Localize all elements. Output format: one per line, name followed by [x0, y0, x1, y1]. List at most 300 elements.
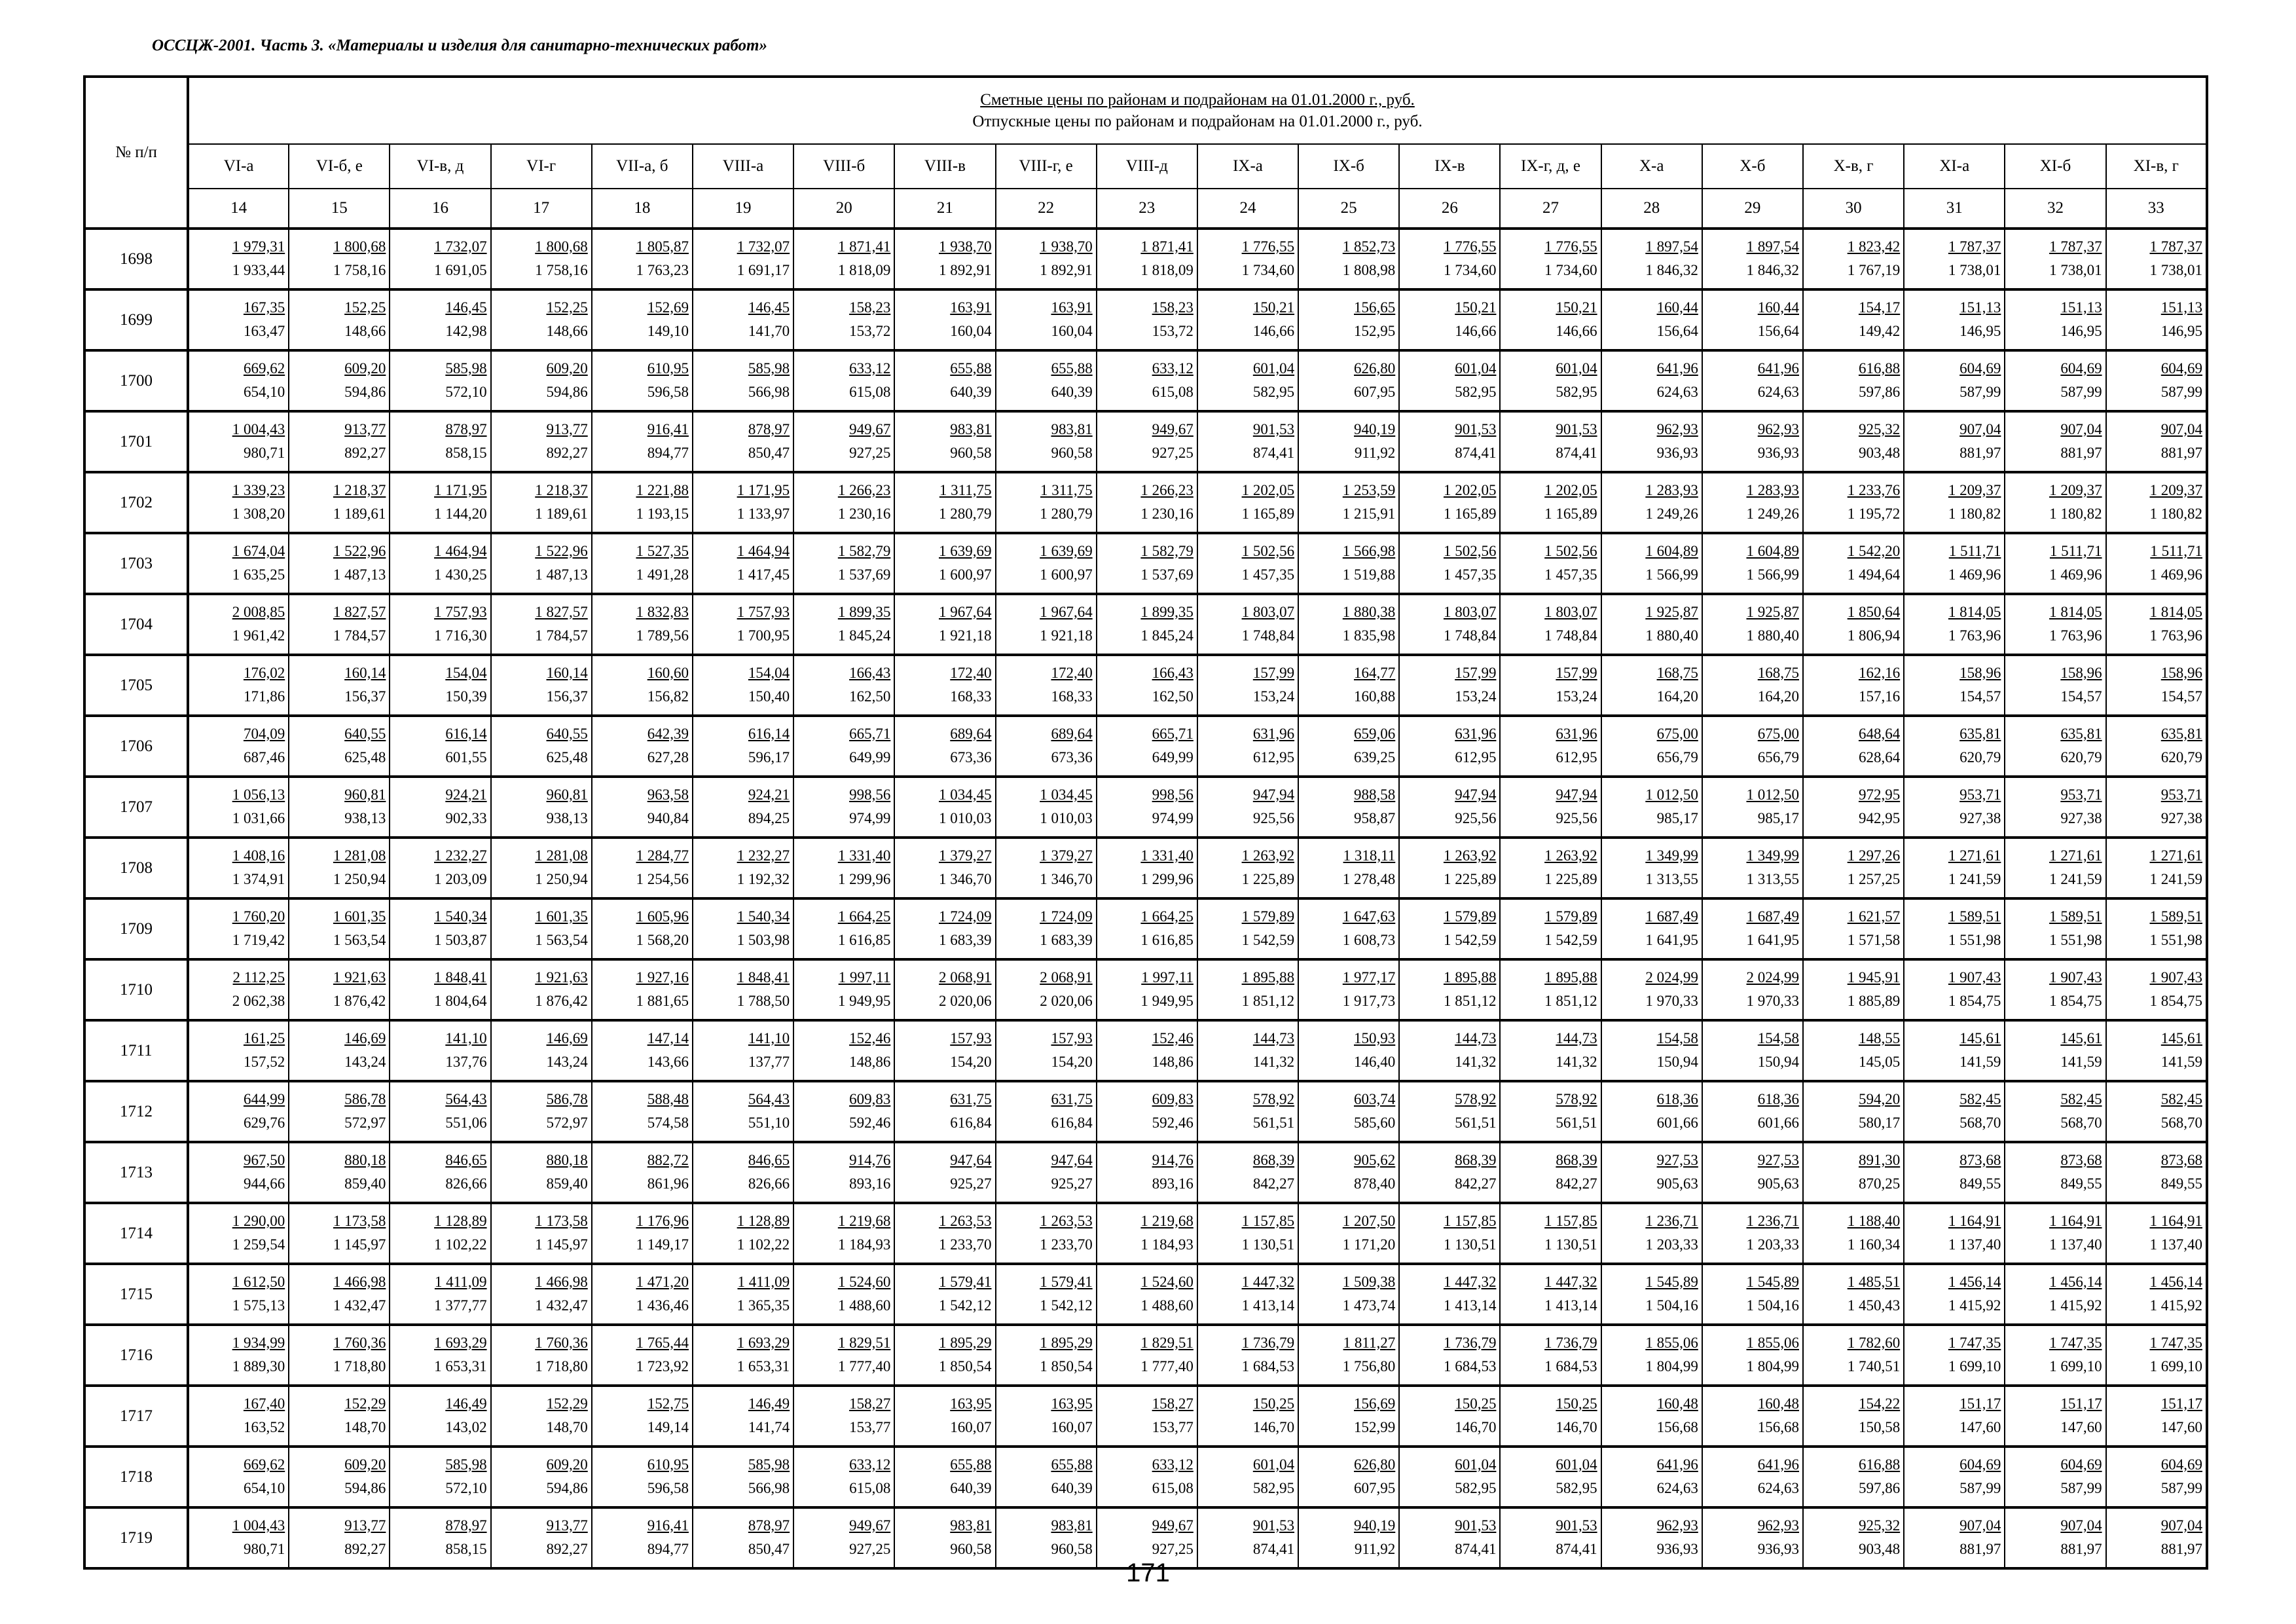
- estimate-price: 953,71: [2160, 786, 2202, 803]
- price-cell: [491, 898, 592, 959]
- table-row: [84, 655, 2207, 716]
- column-index-row: [84, 189, 2207, 229]
- table-row: [84, 1264, 2207, 1325]
- wholesale-price: 149,14: [647, 1418, 689, 1435]
- estimate-price: 152,29: [546, 1395, 588, 1412]
- price-cell: [1904, 289, 2005, 350]
- estimate-price: 1 236,71: [1746, 1212, 1799, 1229]
- price-cell: [491, 411, 592, 472]
- estimate-price: 167,40: [243, 1395, 285, 1412]
- wholesale-price: 1 699,10: [1948, 1357, 2001, 1375]
- wholesale-price: 1 845,24: [1140, 627, 1194, 644]
- wholesale-price: 587,99: [2060, 383, 2102, 400]
- wholesale-price: 1 784,57: [535, 627, 588, 644]
- wholesale-price: 156,68: [1757, 1418, 1799, 1435]
- estimate-price: 648,64: [1858, 725, 1901, 742]
- estimate-price: 907,04: [2160, 1517, 2202, 1534]
- estimate-price: 1 612,50: [232, 1273, 285, 1290]
- price-cell: [1803, 1447, 1904, 1507]
- estimate-price: 585,98: [748, 360, 790, 377]
- estimate-price: 631,75: [950, 1090, 992, 1107]
- wholesale-price: 1 171,20: [1342, 1236, 1396, 1253]
- estimate-price: 846,65: [748, 1151, 790, 1168]
- wholesale-price: 141,74: [748, 1418, 790, 1435]
- wholesale-price: 892,27: [546, 444, 588, 461]
- estimate-price: 150,25: [1556, 1395, 1597, 1412]
- estimate-price: 1 311,75: [1040, 481, 1093, 498]
- wholesale-price: 654,10: [243, 1479, 285, 1496]
- price-cell: [2106, 472, 2207, 533]
- wholesale-price: 1 551,98: [2149, 931, 2202, 948]
- price-cell: [2005, 1325, 2105, 1386]
- estimate-price: 631,96: [1556, 725, 1597, 742]
- price-cell: [1298, 777, 1399, 838]
- estimate-price: 1 832,83: [636, 603, 689, 620]
- price-cell: [2106, 411, 2207, 472]
- row-number: 1699: [84, 289, 188, 350]
- estimate-price: 1 297,26: [1847, 847, 1901, 864]
- price-cell: [1399, 1264, 1500, 1325]
- wholesale-price: 1 519,88: [1342, 566, 1396, 583]
- estimate-price: 610,95: [647, 360, 689, 377]
- wholesale-price: 842,27: [1556, 1175, 1597, 1192]
- estimate-price: 144,73: [1455, 1029, 1497, 1046]
- estimate-price: 1 456,14: [2049, 1273, 2102, 1290]
- column-index: 15: [289, 189, 390, 229]
- estimate-price: 1 747,35: [2049, 1334, 2102, 1351]
- price-cell: [894, 655, 995, 716]
- row-number: 1718: [84, 1447, 188, 1507]
- wholesale-price: 582,95: [1455, 383, 1497, 400]
- estimate-price: 594,20: [1858, 1090, 1901, 1107]
- price-cell: [1500, 229, 1601, 289]
- price-cell: [1097, 1386, 1197, 1447]
- estimate-price: 1 787,37: [2149, 238, 2202, 255]
- wholesale-price: 594,86: [344, 1479, 386, 1496]
- wholesale-price: 168,33: [950, 688, 992, 705]
- price-cell: [1702, 1020, 1803, 1081]
- price-cell: [592, 1386, 693, 1447]
- price-cell: [1803, 1325, 1904, 1386]
- table-row: [84, 289, 2207, 350]
- estimate-price: 2 068,91: [939, 969, 992, 986]
- estimate-price: 609,83: [1152, 1090, 1194, 1107]
- estimate-price: 1 524,60: [837, 1273, 891, 1290]
- wholesale-price: 985,17: [1757, 809, 1799, 826]
- price-cell: [1298, 1020, 1399, 1081]
- estimate-price: 1 589,51: [1948, 908, 2001, 925]
- wholesale-price: 141,59: [2160, 1053, 2202, 1070]
- table-title-row: [84, 77, 2207, 144]
- estimate-price: 1 664,25: [1140, 908, 1194, 925]
- wholesale-price: 1 851,12: [1241, 992, 1295, 1009]
- wholesale-price: 612,95: [1455, 748, 1497, 766]
- price-cell: [188, 838, 289, 898]
- estimate-price: 868,39: [1455, 1151, 1497, 1168]
- price-cell: [793, 716, 894, 777]
- estimate-price: 1 803,07: [1443, 603, 1497, 620]
- wholesale-price: 1 180,82: [2149, 505, 2202, 522]
- price-cell: [894, 1264, 995, 1325]
- row-number: 1702: [84, 472, 188, 533]
- price-cell: [793, 898, 894, 959]
- estimate-price: 1 233,76: [1847, 481, 1901, 498]
- estimate-price: 172,40: [950, 664, 992, 681]
- wholesale-price: 1 504,16: [1645, 1297, 1698, 1314]
- wholesale-price: 148,66: [546, 322, 588, 339]
- wholesale-price: 1 413,14: [1544, 1297, 1597, 1314]
- price-cell: [289, 411, 390, 472]
- price-cell: [1298, 655, 1399, 716]
- table-row: [84, 594, 2207, 655]
- price-cell: [996, 1020, 1097, 1081]
- price-cell: [1500, 655, 1601, 716]
- column-index: 19: [693, 189, 793, 229]
- wholesale-price: 1 571,58: [1847, 931, 1901, 948]
- estimate-price: 1 271,61: [1948, 847, 2001, 864]
- estimate-price: 1 176,96: [636, 1212, 689, 1229]
- estimate-price: 949,67: [1152, 420, 1194, 437]
- price-cell: [390, 472, 490, 533]
- wholesale-price: 927,38: [2060, 809, 2102, 826]
- region-header: VIII-д: [1097, 144, 1197, 189]
- wholesale-price: 1 763,96: [2149, 627, 2202, 644]
- wholesale-price: 1 241,59: [2049, 870, 2102, 887]
- estimate-price: 146,49: [748, 1395, 790, 1412]
- wholesale-price: 143,02: [445, 1418, 487, 1435]
- price-cell: [1298, 411, 1399, 472]
- estimate-price: 1 747,35: [2149, 1334, 2202, 1351]
- price-cell: [1702, 655, 1803, 716]
- price-cell: [188, 350, 289, 411]
- estimate-price: 1 579,41: [939, 1273, 992, 1290]
- estimate-price: 641,96: [1656, 1456, 1698, 1473]
- wholesale-price: 861,96: [647, 1175, 689, 1192]
- wholesale-price: 849,55: [1959, 1175, 2001, 1192]
- wholesale-price: 574,58: [647, 1114, 689, 1131]
- price-cell: [390, 1142, 490, 1203]
- price-cell: [491, 594, 592, 655]
- wholesale-price: 1 215,91: [1342, 505, 1396, 522]
- wholesale-price: 615,08: [849, 383, 891, 400]
- price-cell: [2005, 1386, 2105, 1447]
- estimate-price: 1 724,09: [1040, 908, 1093, 925]
- price-cell: [1298, 1325, 1399, 1386]
- estimate-price: 1 604,89: [1645, 542, 1698, 559]
- estimate-price: 154,58: [1656, 1029, 1698, 1046]
- region-header: VIII-а: [693, 144, 793, 189]
- wholesale-price: 580,17: [1858, 1114, 1901, 1131]
- wholesale-price: 1 719,42: [232, 931, 285, 948]
- estimate-price: 618,36: [1656, 1090, 1698, 1107]
- wholesale-price: 1 777,40: [1140, 1357, 1194, 1375]
- estimate-price: 1 283,93: [1746, 481, 1799, 498]
- estimate-price: 1 263,92: [1544, 847, 1597, 864]
- price-cell: [1500, 411, 1601, 472]
- estimate-price: 601,04: [1252, 360, 1295, 377]
- wholesale-price: 1 184,93: [837, 1236, 891, 1253]
- price-cell: [188, 1264, 289, 1325]
- estimate-price: 960,81: [546, 786, 588, 803]
- price-cell: [2005, 1142, 2105, 1203]
- estimate-price: 157,99: [1252, 664, 1295, 681]
- price-cell: [996, 1203, 1097, 1264]
- price-cell: [491, 655, 592, 716]
- wholesale-price: 1 738,01: [1948, 261, 2001, 278]
- estimate-price: 1 466,98: [333, 1273, 386, 1290]
- estimate-price: 655,88: [1051, 1456, 1093, 1473]
- wholesale-price: 1 491,28: [636, 566, 689, 583]
- estimate-price: 1 977,17: [1342, 969, 1396, 986]
- wholesale-price: 1 503,98: [737, 931, 790, 948]
- wholesale-price: 826,66: [445, 1175, 487, 1192]
- price-cell: [592, 716, 693, 777]
- wholesale-price: 925,27: [950, 1175, 992, 1192]
- price-cell: [390, 1081, 490, 1142]
- estimate-price: 609,20: [344, 360, 386, 377]
- price-cell: [188, 594, 289, 655]
- estimate-price: 1 601,35: [535, 908, 588, 925]
- price-cell: [289, 350, 390, 411]
- price-cell: [693, 1447, 793, 1507]
- price-cell: [996, 594, 1097, 655]
- column-index: 14: [188, 189, 289, 229]
- price-cell: [592, 777, 693, 838]
- wholesale-price: 160,07: [1051, 1418, 1093, 1435]
- estimate-price: 1 787,37: [1948, 238, 2001, 255]
- estimate-price: 151,17: [2060, 1395, 2102, 1412]
- table-row: [84, 959, 2207, 1020]
- row-number: 1716: [84, 1325, 188, 1386]
- wholesale-price: 1 450,43: [1847, 1297, 1901, 1314]
- estimate-price: 1 511,71: [1948, 542, 2001, 559]
- price-cell: [1904, 777, 2005, 838]
- wholesale-price: 842,27: [1455, 1175, 1497, 1192]
- price-cell: [188, 1386, 289, 1447]
- estimate-price: 1 814,05: [2149, 603, 2202, 620]
- price-cell: [894, 289, 995, 350]
- wholesale-price: 582,95: [1556, 1479, 1597, 1496]
- estimate-price: 983,81: [950, 420, 992, 437]
- wholesale-price: 156,82: [647, 688, 689, 705]
- price-cell: [1097, 777, 1197, 838]
- row-number: 1698: [84, 229, 188, 289]
- region-header: IX-г, д, е: [1500, 144, 1601, 189]
- wholesale-price: 892,27: [546, 1540, 588, 1557]
- price-cell: [2106, 594, 2207, 655]
- wholesale-price: 1 377,77: [434, 1297, 487, 1314]
- estimate-price: 585,98: [445, 1456, 487, 1473]
- estimate-price: 1 232,27: [737, 847, 790, 864]
- estimate-price: 1 266,23: [1140, 481, 1194, 498]
- wholesale-price: 1 313,55: [1746, 870, 1799, 887]
- price-cell: [1904, 1264, 2005, 1325]
- wholesale-price: 1 203,33: [1645, 1236, 1698, 1253]
- price-cell: [390, 229, 490, 289]
- price-cell: [592, 594, 693, 655]
- wholesale-price: 1 137,40: [2149, 1236, 2202, 1253]
- wholesale-price: 587,99: [2160, 1479, 2202, 1496]
- wholesale-price: 1 415,92: [2149, 1297, 2202, 1314]
- estimate-price: 154,58: [1757, 1029, 1799, 1046]
- wholesale-price: 146,40: [1354, 1053, 1396, 1070]
- wholesale-price: 927,25: [1152, 444, 1194, 461]
- estimate-price: 655,88: [950, 360, 992, 377]
- estimate-price: 1 760,36: [333, 1334, 386, 1351]
- estimate-price: 641,96: [1757, 1456, 1799, 1473]
- estimate-price: 588,48: [647, 1090, 689, 1107]
- table-row: [84, 1447, 2207, 1507]
- price-cell: [390, 777, 490, 838]
- wholesale-price: 146,95: [2060, 322, 2102, 339]
- wholesale-price: 1 537,69: [1140, 566, 1194, 583]
- wholesale-price: 687,46: [243, 748, 285, 766]
- row-number: 1703: [84, 533, 188, 594]
- estimate-price: 146,69: [546, 1029, 588, 1046]
- wholesale-price: 601,66: [1656, 1114, 1698, 1131]
- wholesale-price: 1 503,87: [434, 931, 487, 948]
- estimate-price: 1 202,05: [1241, 481, 1295, 498]
- estimate-price: 158,27: [1152, 1395, 1194, 1412]
- estimate-price: 1 164,91: [2049, 1212, 2102, 1229]
- wholesale-price: 1 854,75: [2149, 992, 2202, 1009]
- estimate-price: 626,80: [1354, 1456, 1396, 1473]
- wholesale-price: 1 700,95: [737, 627, 790, 644]
- wholesale-price: 656,79: [1656, 748, 1698, 766]
- price-cell: [1500, 838, 1601, 898]
- price-cell: [894, 959, 995, 1020]
- estimate-price: 916,41: [647, 420, 689, 437]
- wholesale-price: 911,92: [1354, 1540, 1396, 1557]
- estimate-price: 633,12: [849, 360, 891, 377]
- wholesale-price: 1 880,40: [1746, 627, 1799, 644]
- estimate-price: 168,75: [1656, 664, 1698, 681]
- estimate-price: 1 408,16: [232, 847, 285, 864]
- wholesale-price: 150,39: [445, 688, 487, 705]
- price-cell: [1500, 533, 1601, 594]
- price-cell: [289, 472, 390, 533]
- estimate-price: 983,81: [1051, 420, 1093, 437]
- price-cell: [188, 1020, 289, 1081]
- price-cell: [693, 350, 793, 411]
- price-cell: [996, 838, 1097, 898]
- price-cell: [793, 838, 894, 898]
- estimate-price: 1 848,41: [434, 969, 487, 986]
- estimate-price: 157,99: [1455, 664, 1497, 681]
- estimate-price: 901,53: [1556, 1517, 1597, 1534]
- estimate-price: 1 621,57: [1847, 908, 1901, 925]
- estimate-price: 914,76: [849, 1151, 891, 1168]
- price-cell: [894, 411, 995, 472]
- estimate-price: 161,25: [243, 1029, 285, 1046]
- price-cell: [1399, 533, 1500, 594]
- wholesale-price: 596,58: [647, 1479, 689, 1496]
- wholesale-price: 148,66: [344, 322, 386, 339]
- price-cell: [390, 1264, 490, 1325]
- wholesale-price: 1 854,75: [2049, 992, 2102, 1009]
- wholesale-price: 1 876,42: [535, 992, 588, 1009]
- price-cell: [1803, 838, 1904, 898]
- price-cell: [491, 1203, 592, 1264]
- estimate-price: 2 068,91: [1040, 969, 1093, 986]
- price-cell: [996, 229, 1097, 289]
- price-cell: [1601, 716, 1702, 777]
- estimate-price: 962,93: [1757, 420, 1799, 437]
- estimate-price: 846,65: [445, 1151, 487, 1168]
- price-cell: [894, 1447, 995, 1507]
- estimate-price: 1 732,07: [434, 238, 487, 255]
- wholesale-price: 616,84: [950, 1114, 992, 1131]
- wholesale-price: 1 165,89: [1241, 505, 1295, 522]
- wholesale-price: 1 189,61: [535, 505, 588, 522]
- estimate-price: 1 757,93: [434, 603, 487, 620]
- wholesale-price: 160,04: [1051, 322, 1093, 339]
- price-cell: [1601, 350, 1702, 411]
- price-cell: [996, 1142, 1097, 1203]
- price-cell: [894, 472, 995, 533]
- wholesale-price: 1 313,55: [1645, 870, 1698, 887]
- estimate-price: 157,99: [1556, 664, 1597, 681]
- price-cell: [1904, 1142, 2005, 1203]
- wholesale-price: 551,10: [748, 1114, 790, 1131]
- price-cell: [390, 533, 490, 594]
- estimate-price: 616,14: [445, 725, 487, 742]
- estimate-price: 1 579,89: [1443, 908, 1497, 925]
- wholesale-price: 1 845,24: [837, 627, 891, 644]
- price-cell: [1702, 350, 1803, 411]
- estimate-price: 1 471,20: [636, 1273, 689, 1290]
- price-cell: [1803, 1386, 1904, 1447]
- estimate-price: 901,53: [1252, 1517, 1295, 1534]
- price-cell: [996, 655, 1097, 716]
- price-table: [83, 75, 2208, 1570]
- wholesale-price: 1 542,59: [1241, 931, 1295, 948]
- estimate-price: 689,64: [950, 725, 992, 742]
- wholesale-price: 893,16: [849, 1175, 891, 1192]
- price-cell: [2106, 716, 2207, 777]
- estimate-price: 609,20: [344, 1456, 386, 1473]
- estimate-price: 1 331,40: [837, 847, 891, 864]
- wholesale-price: 1 250,94: [333, 870, 386, 887]
- price-cell: [1803, 411, 1904, 472]
- wholesale-price: 147,60: [1959, 1418, 2001, 1435]
- price-cell: [289, 1203, 390, 1264]
- estimate-price: 158,96: [2160, 664, 2202, 681]
- price-cell: [289, 1142, 390, 1203]
- estimate-price: 1 331,40: [1140, 847, 1194, 864]
- price-cell: [188, 1142, 289, 1203]
- price-cell: [1601, 472, 1702, 533]
- wholesale-price: 171,86: [243, 688, 285, 705]
- price-cell: [1298, 1142, 1399, 1203]
- price-cell: [1500, 898, 1601, 959]
- price-cell: [693, 655, 793, 716]
- price-cell: [693, 594, 793, 655]
- price-cell: [1601, 1142, 1702, 1203]
- wholesale-price: 940,84: [647, 809, 689, 826]
- price-cell: [289, 898, 390, 959]
- price-cell: [390, 716, 490, 777]
- table-row: [84, 1386, 2207, 1447]
- estimate-price: 1 522,96: [333, 542, 386, 559]
- region-header: VIII-в: [894, 144, 995, 189]
- price-cell: [2005, 777, 2105, 838]
- price-cell: [1298, 898, 1399, 959]
- estimate-price: 141,10: [445, 1029, 487, 1046]
- wholesale-price: 936,93: [1656, 444, 1698, 461]
- wholesale-price: 146,95: [2160, 322, 2202, 339]
- estimate-price: 156,69: [1354, 1395, 1396, 1412]
